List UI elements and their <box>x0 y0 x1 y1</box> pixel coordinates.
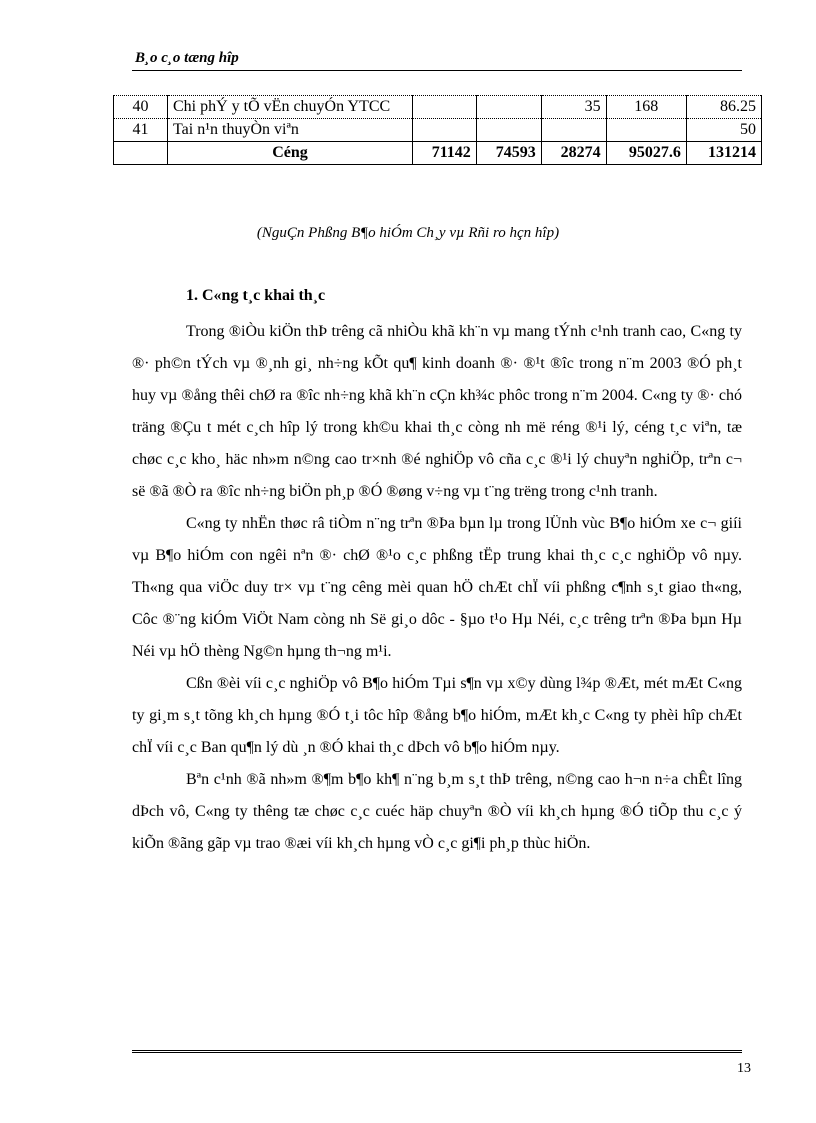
row-value-5: 86.25 <box>686 96 761 119</box>
footer-rule <box>132 1050 742 1053</box>
paragraph: Trong ®iÒu kiÖn thÞ trêng cã nhiÒu khã kh¨n vµ mang tÝnh c¹nh tranh cao, C«ng ty ®· ph©n tÝch vµ ®¸nh gi¸ nh÷ng kÕt qu¶ kinh doanh ®· ®¹t ®îc trong n¨m 2003 ®Ó ph¸t huy vµ ®ång thêi chØ ra ®îc nh÷ng khã kh¨n cÇn kh¾c phôc trong n¨m 2004. C«ng ty ®· chó träng ®Çu t mét c¸ch hîp lý trong kh©u khai th¸c còng nh më réng ®¹i lý, céng t¸c viªn, tæ chøc c¸c kho¸ häc nh»m n©ng cao tr×nh ®é nghiÖp vô cña c¸c ®¹i lý chuyªn nghiÖp, trªn c¬ së ®ã ®Ò ra ®îc nh÷ng biÖn ph¸p ®Ó ®øng v÷ng vµ t¨ng trëng trong c¹nh tranh. <box>132 323 742 500</box>
section-heading: 1. C«ng t¸c khai th¸c <box>186 287 326 304</box>
row-value-2 <box>476 119 541 142</box>
row-value-3 <box>541 119 606 142</box>
total-row <box>114 142 762 165</box>
row-name: Tai n¹n thuyÒn viªn <box>168 119 413 142</box>
paragraph: C«ng ty nhËn thøc râ tiÒm n¨ng trªn ®Þa bµn lµ trong lÜnh vùc B¶o hiÓm xe c¬ giíi vµ B¶o hiÓm con ngêi nªn ®· chØ ®¹o c¸c phßng tËp trung khai th¸c c¸c nghiÖp vô nµy. Th«ng qua viÖc duy tr× vµ t¨ng cêng mèi quan hÖ chÆt chÏ víi phßng c¶nh s¸t giao th«ng, Côc ®¨ng kiÓm ViÖt Nam còng nh Së gi¸o dôc - §µo t¹o Hµ Néi, c¸c trêng trªn ®Þa bµn Hµ Néi vµ hÖ thèng Ng©n hµng th¬ng m¹i. <box>132 515 742 660</box>
row-number: 40 <box>114 96 168 119</box>
row-value-3: 35 <box>541 96 606 119</box>
table-source-caption: (NguÇn Phßng B¶o hiÓm Ch¸y vµ Rñi ro hçn hîp) <box>256 225 560 241</box>
row-value-4 <box>606 119 686 142</box>
total-label: Céng <box>168 142 413 165</box>
data-table <box>113 95 762 165</box>
row-value-2 <box>476 96 541 119</box>
page-number: 13 <box>737 1061 751 1076</box>
total-value-4: 95027.6 <box>606 142 686 165</box>
header-rule <box>132 70 742 71</box>
row-name: Chi phÝ y tÕ vËn chuyÓn YTCC <box>168 96 413 119</box>
row-number: 41 <box>114 119 168 142</box>
total-value-2: 74593 <box>476 142 541 165</box>
paragraph: Bªn c¹nh ®ã nh»m ®¶m b¶o kh¶ n¨ng b¸m s¸t thÞ trêng, n©ng cao h¬n n÷a chÊt lîng dÞch vô, C«ng ty thêng tæ chøc c¸c cuéc häp chuyªn ®Ò víi kh¸ch hµng ®Ó tiÕp thu c¸c ý kiÕn ®ãng gãp vµ trao ®æi víi kh¸ch hµng vÒ c¸c gi¶i ph¸p thùc hiÖn. <box>132 771 742 852</box>
paragraph: Cßn ®èi víi c¸c nghiÖp vô B¶o hiÓm Tµi s¶n vµ x©y dùng l¾p ®Æt, mét mÆt C«ng ty gi¸m s¸t tõng kh¸ch hµng ®Ó t¸i tôc hîp ®ång b¶o hiÓm, mÆt kh¸c C«ng ty phèi hîp chÆt chÏ víi c¸c Ban qu¶n lý dù ¸n ®Ó khai th¸c dÞch vô b¶o hiÓm nµy. <box>132 675 742 756</box>
page-header-title: B¸o c¸o tæng hîp <box>135 50 239 66</box>
total-value-1: 71142 <box>413 142 477 165</box>
total-value-3: 28274 <box>541 142 606 165</box>
row-value-4: 168 <box>606 96 686 119</box>
row-value-1 <box>413 119 477 142</box>
row-value-1 <box>413 96 477 119</box>
table-row <box>114 96 762 119</box>
total-value-5: 131214 <box>686 142 761 165</box>
table-row <box>114 119 762 142</box>
total-row-empty-cell <box>114 142 168 165</box>
body-text <box>132 316 742 860</box>
row-value-5: 50 <box>686 119 761 142</box>
